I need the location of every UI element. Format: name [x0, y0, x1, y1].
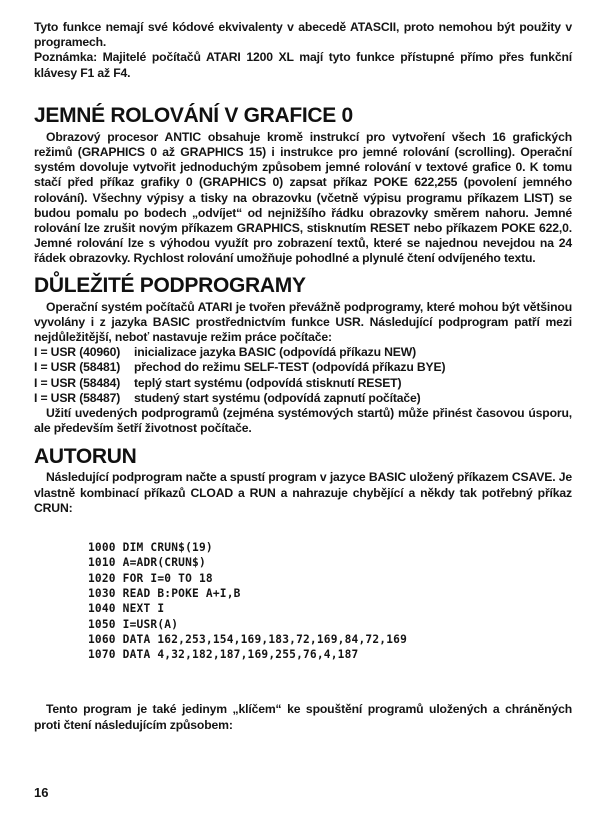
code-line: 1020 FOR I=0 TO 18: [88, 571, 213, 585]
code-line: 1060 DATA 162,253,154,169,183,72,169,84,72,169: [88, 632, 408, 646]
basic-code-listing: [88, 540, 572, 662]
autorun-outro-paragraph: Tento program je také jedinym „klíčem“ ke spouštění programů uložených a chráněných proti čtení následujícím způsobem:: [34, 702, 572, 732]
usr-call: I = USR (58487): [34, 390, 121, 405]
usr-call: I = USR (58481): [34, 360, 121, 375]
fine-scrolling-paragraph: Obrazový procesor ANTIC obsahuje kromě instrukcí pro vytvoření všech 16 grafických režimů (GRAPHICS 0 až GRAPHICS 15) i instrukce pro jemné rolování (scrolling). Operační systém dovoluje vytvořit jednoduchým způsobem jemné rolování v textové grafice 0. K tomu stačí před příkaz grafiky 0 (GRAPHICS 0) zapsat příkaz POKE 622,255 (povolení jemného rolování). Všechny výpisy a tisky na obrazovku (včetně výpisu programu příkazem LIST) se budou pomalu po bodech „odvíjet“ od nejnižšího řádku obrazovky směrem nahoru. Jemné rolování lze zrušit novým příkazem GRAPHICS, stisknutím RESET nebo příkazem POKE 622,0. Jemné rolování lze s výhodou využít pro zobrazení textů, které se najednou nevejdou na 24 řádek obrazovky. Rychlost rolování umožňuje pohodlné a plynulé čtení odvíjeného textu.: [34, 129, 572, 266]
code-line: 1040 NEXT I: [88, 602, 165, 616]
code-line: 1010 A=ADR(CRUN$): [88, 556, 206, 570]
intro-paragraph: Tyto funkce nemají své kódové ekvivalenty v abecedě ATASCII, proto nemohou být použity v programech.: [34, 20, 572, 50]
subroutines-paragraph: Operační systém počítačů ATARI je tvořen převážně podprogramy, které mohou být většinou vyvolány i z jazyka BASIC prostřednictvím funkce USR. Následující podprogram patří mezi nejdůležitější, neboť nastavuje režim práce počítače:: [34, 299, 572, 345]
usr-call: I = USR (40960): [34, 345, 121, 360]
autorun-paragraph: Následující podprogram načte a spustí program v jazyce BASIC uložený příkazem CSAVE. Je vlastně kombinací příkazů CLOAD a RUN a nahrazuje chybějící a někdy tak potřebný příkaz CRUN:: [34, 470, 572, 515]
section-heading-autorun: AUTORUN: [34, 445, 137, 469]
usr-call-list: [34, 345, 572, 406]
code-line: 1050 I=USR(A): [88, 617, 179, 631]
section-heading-subroutines: DŮLEŽITÉ PODPROGRAMY: [34, 273, 306, 297]
usr-call-description: přechod do režimu SELF-TEST (odpovídá příkazu BYE): [134, 360, 446, 375]
code-line: 1070 DATA 4,32,182,187,169,255,76,4,187: [88, 648, 359, 662]
page-number: 16: [34, 785, 49, 800]
usr-call-description: inicializace jazyka BASIC (odpovídá příkazu NEW): [134, 345, 416, 360]
usr-call: I = USR (58484): [34, 375, 121, 390]
page-content: [34, 20, 572, 733]
usr-call-description: studený start systému (odpovídá zapnutí počítače): [134, 390, 421, 405]
section-heading-fine-scrolling: JEMNÉ ROLOVÁNÍ V GRAFICE 0: [34, 103, 353, 127]
note-paragraph: Poznámka: Majitelé počítačů ATARI 1200 XL mají tyto funkce přístupné přímo přes funkční klávesy F1 až F4.: [34, 50, 572, 80]
code-line: 1030 READ B:POKE A+I,B: [88, 586, 241, 600]
code-line: 1000 DIM CRUN$(19): [88, 541, 213, 555]
subroutines-closing-paragraph: Užití uvedených podprogramů (zejména systémových startů) může přinést časovou úsporu, ale především šetří životnost počítače.: [34, 406, 572, 436]
usr-call-description: teplý start systému (odpovídá stisknutí RESET): [134, 375, 402, 390]
